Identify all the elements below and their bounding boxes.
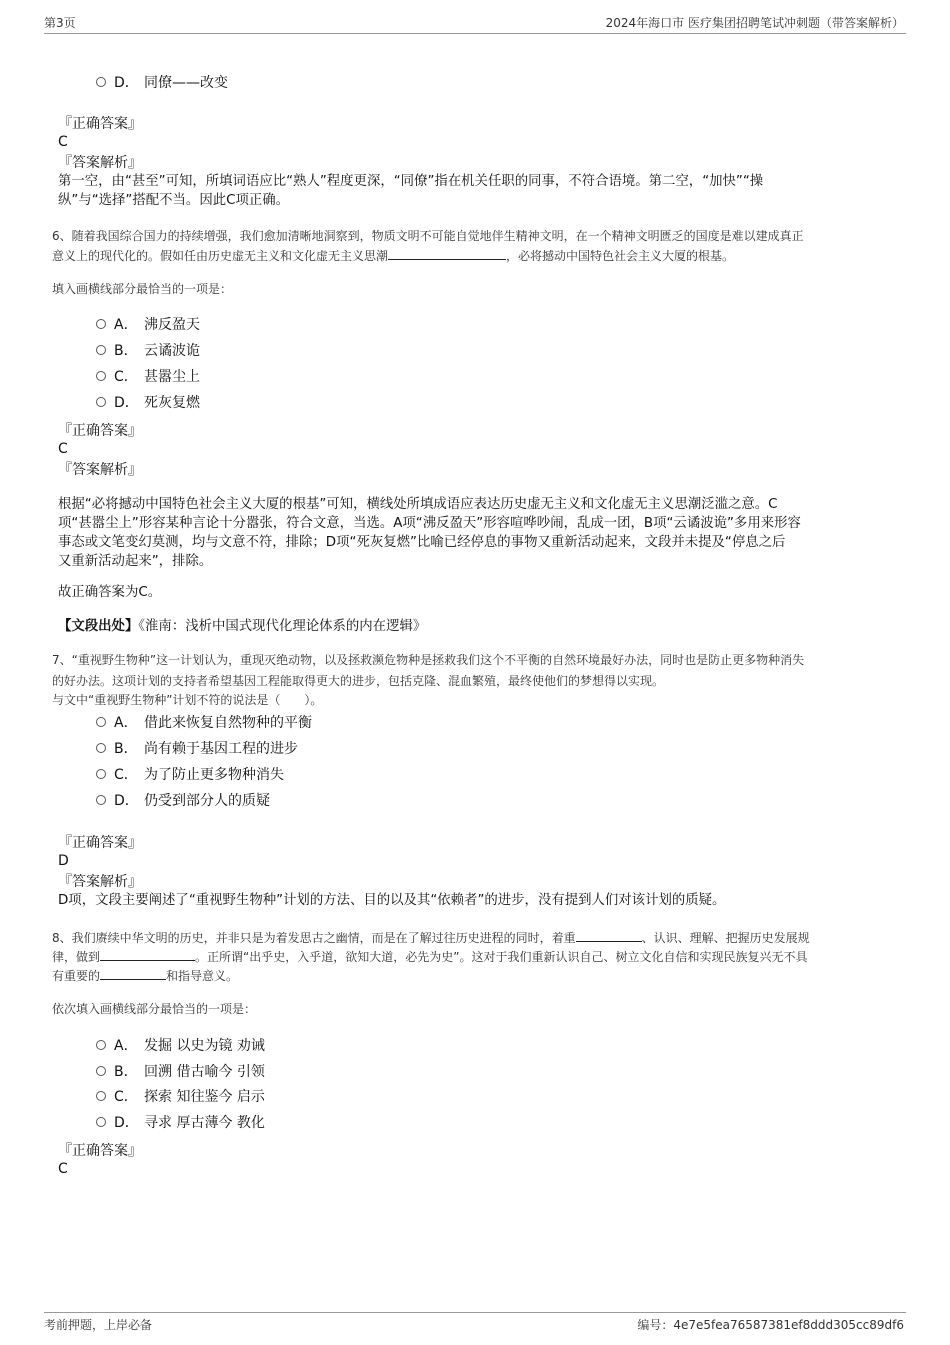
page-number: 第3页 bbox=[44, 16, 76, 30]
q8-stem-line: 有重要的 和指导意义。 bbox=[52, 966, 238, 985]
q6-analysis-line: 事态或文笔变幻莫测，均与文意不符，排除；D项“死灰复燃”比喻已经停息的事物又重新活动起来，文段并未提及“停息之后 bbox=[58, 535, 786, 550]
q7-option-b[interactable]: B． 尚有赖于基因工程的进步 bbox=[96, 739, 298, 759]
q7-option-a[interactable]: A． 借此来恢复自然物种的平衡 bbox=[96, 713, 312, 733]
q7-option-c[interactable]: C． 为了防止更多物种消失 bbox=[96, 765, 284, 785]
q6-prompt: 填入画横线部分最恰当的一项是： bbox=[52, 282, 233, 296]
fill-blank bbox=[100, 966, 166, 980]
radio-icon[interactable] bbox=[96, 77, 106, 87]
q5-analysis-line: 纵”与“选择”搭配不当。因此C项正确。 bbox=[58, 193, 290, 208]
radio-icon[interactable] bbox=[96, 795, 106, 805]
radio-icon[interactable] bbox=[96, 1040, 106, 1050]
radio-icon[interactable] bbox=[96, 1066, 106, 1076]
q6-analysis-line: 根据“必将撼动中国特色社会主义大厦的根基”可知，横线处所填成语应表达历史虚无主义和文化虚无主义思潮泛滥之意。C bbox=[58, 497, 778, 512]
q5-option-d[interactable]: D． 同僚——改变 bbox=[96, 73, 228, 93]
q7-stem-line: 的好办法。这项计划的支持者希望基因工程能取得更大的进步，包括克隆、混血繁殖，最终使他们的梦想得以实现。 bbox=[52, 674, 665, 688]
document-title: 2024年海口市 医疗集团招聘笔试冲刺题（带答案解析） bbox=[605, 16, 904, 30]
q7-analysis-line: D项，文段主要阐述了“重视野生物种”计划的方法、目的以及其“依赖者”的进步，没有提到人们对该计划的质疑。 bbox=[58, 893, 726, 908]
footer-rule bbox=[44, 1312, 906, 1313]
q6-analysis-label: 『答案解析』 bbox=[58, 462, 142, 478]
q8-answer-label: 『正确答案』 bbox=[58, 1143, 142, 1159]
q8-stem-line: 8、我们赓续中华文明的历史，并非只是为着发思古之幽情，而是在了解过往历史进程的同时，着重 、认识、理解、把握历史发展规 bbox=[52, 928, 810, 947]
radio-icon[interactable] bbox=[96, 319, 106, 329]
q6-stem-line: 意义上的现代化的。假如任由历史虚无主义和文化虚无主义思潮 ，必将撼动中国特色社会主义大厦的根基。 bbox=[52, 246, 734, 265]
q6-answer-label: 『正确答案』 bbox=[58, 423, 142, 439]
q7-answer-label: 『正确答案』 bbox=[58, 835, 142, 851]
q6-answer: C bbox=[58, 441, 68, 457]
q8-option-d[interactable]: D． 寻求 厚古薄今 教化 bbox=[96, 1113, 265, 1133]
q8-option-b[interactable]: B． 回溯 借古喻今 引领 bbox=[96, 1062, 265, 1082]
radio-icon[interactable] bbox=[96, 717, 106, 727]
radio-icon[interactable] bbox=[96, 1091, 106, 1101]
q6-conclusion: 故正确答案为C。 bbox=[58, 585, 162, 600]
header-rule bbox=[44, 33, 906, 34]
footer-slogan: 考前押题，上岸必备 bbox=[44, 1318, 153, 1332]
q7-answer: D bbox=[58, 853, 69, 869]
q6-option-d[interactable]: D． 死灰复燃 bbox=[96, 393, 200, 413]
q8-prompt: 依次填入画横线部分最恰当的一项是： bbox=[52, 1002, 257, 1016]
radio-icon[interactable] bbox=[96, 345, 106, 355]
q6-option-a[interactable]: A． 沸反盈天 bbox=[96, 315, 200, 335]
radio-icon[interactable] bbox=[96, 397, 106, 407]
q6-analysis-line: 项“甚嚣尘上”形容某种言论十分嚣张，符合文意，当选。A项“沸反盈天”形容喧哗吵闹，乱成一团，B项“云谲波诡”多用来形容 bbox=[58, 516, 801, 531]
q6-option-c[interactable]: C． 甚嚣尘上 bbox=[96, 367, 200, 387]
q5-analysis-line: 第一空，由“甚至”可知，所填词语应比“熟人”程度更深，“同僚”指在机关任职的同事，不符合语境。第二空，“加快”“操 bbox=[58, 174, 764, 189]
radio-icon[interactable] bbox=[96, 371, 106, 381]
q8-stem-line: 律，做到 。正所谓“出乎史，入乎道，欲知大道，必先为史”。这对于我们重新认识自己、树立文化自信和实现民族复兴无不具 bbox=[52, 947, 807, 966]
q6-option-b[interactable]: B． 云谲波诡 bbox=[96, 341, 200, 361]
q6-stem-line: 6、随着我国综合国力的持续增强，我们愈加清晰地洞察到，物质文明不可能自觉地伴生精神文明，在一个精神文明匮乏的国度是难以建成真正 bbox=[52, 229, 804, 243]
q7-stem-line: 7、“重视野生物种”这一计划认为，重现灭绝动物，以及拯救濒危物种是拯救我们这个不平衡的自然环境最好办法，同时也是防止更多物种消失 bbox=[52, 653, 805, 667]
q6-analysis-line: 又重新活动起来”，排除。 bbox=[58, 554, 213, 569]
q8-option-c[interactable]: C． 探索 知往鉴今 启示 bbox=[96, 1087, 265, 1107]
radio-icon[interactable] bbox=[96, 1117, 106, 1127]
q5-answer-label: 『正确答案』 bbox=[58, 116, 142, 132]
radio-icon[interactable] bbox=[96, 769, 106, 779]
fill-blank bbox=[576, 928, 642, 942]
q8-option-a[interactable]: A． 发掘 以史为镜 劝诫 bbox=[96, 1036, 265, 1056]
q5-analysis-label: 『答案解析』 bbox=[58, 155, 142, 171]
q7-stem-line: 与文中“重视野生物种”计划不符的说法是（ ）。 bbox=[52, 693, 323, 707]
q8-answer: C bbox=[58, 1161, 68, 1177]
footer-code: 编号：4e7e5fea76587381ef8ddd305cc89df6 bbox=[637, 1318, 904, 1332]
radio-icon[interactable] bbox=[96, 743, 106, 753]
q7-option-d[interactable]: D． 仍受到部分人的质疑 bbox=[96, 791, 270, 811]
fill-blank bbox=[388, 246, 506, 260]
fill-blank bbox=[100, 947, 195, 961]
q5-answer: C bbox=[58, 134, 68, 150]
q7-analysis-label: 『答案解析』 bbox=[58, 874, 142, 890]
q6-source: 【文段出处】《淮南：浅析中国式现代化理论体系的内在逻辑》 bbox=[58, 619, 427, 634]
